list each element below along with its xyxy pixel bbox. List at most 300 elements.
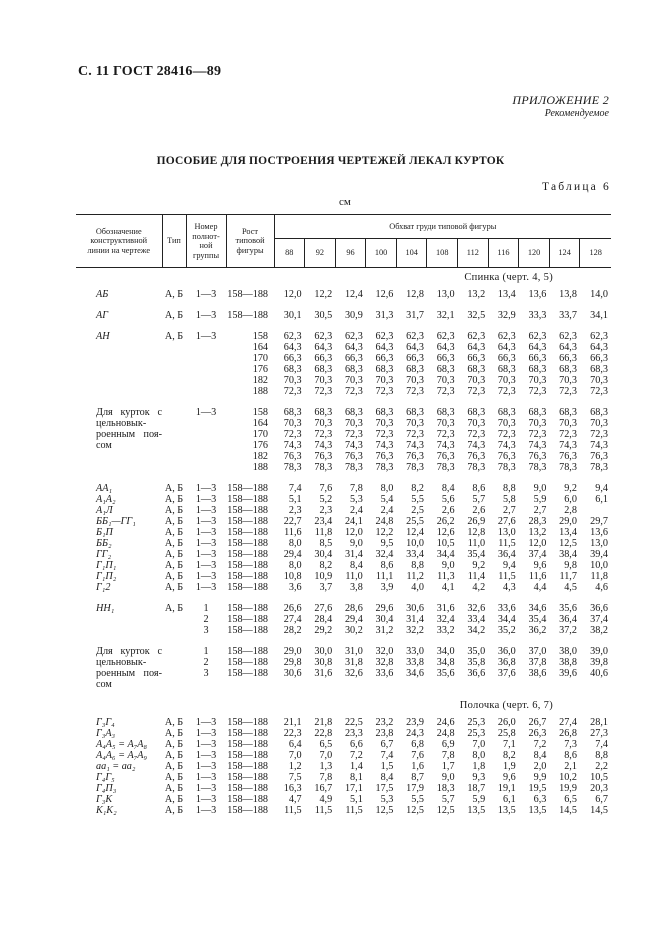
value-cell: [366, 483, 397, 494]
value-cell: [488, 407, 519, 473]
value: 32,5: [467, 310, 486, 321]
value: 11,0: [467, 538, 486, 549]
value: 25,8: [497, 728, 516, 739]
value-cell: [366, 794, 397, 805]
table-row: [76, 805, 611, 816]
value: 8,0: [380, 483, 394, 494]
value: 24,3: [406, 728, 424, 739]
value: 72,3: [314, 386, 333, 397]
value-cell: [488, 538, 519, 549]
value: 62,3: [497, 331, 516, 342]
value-cell: [580, 505, 611, 516]
value-cell: [488, 603, 519, 636]
value: 8,4: [441, 483, 455, 494]
value-cell: [549, 750, 580, 761]
value-cell: [396, 750, 427, 761]
value: 2,6: [472, 505, 486, 516]
value: 16,3: [283, 783, 302, 794]
value: 66,3: [559, 353, 577, 364]
value: 24,6: [436, 717, 455, 728]
value: 72,3: [283, 429, 302, 440]
value-cell: [366, 527, 397, 538]
value-cell: [396, 331, 427, 397]
value-cell: [305, 717, 336, 728]
value: 1,7: [441, 761, 455, 772]
value-cell: [396, 483, 427, 494]
line-label: ГГ₂: [96, 549, 112, 560]
value: 39,4: [590, 549, 608, 560]
value: 32,2: [406, 625, 424, 636]
group-cell: [186, 750, 226, 761]
value-cell: [335, 527, 366, 538]
group-cell: [186, 407, 226, 473]
line-label: Г₃Г₄: [96, 717, 115, 728]
value: 10,9: [314, 571, 333, 582]
value: 20,3: [590, 783, 608, 794]
size-header: 112: [458, 239, 489, 268]
line-label: Г₃А₃: [96, 728, 116, 739]
group-value: 1: [203, 603, 209, 614]
value-cell: [458, 717, 489, 728]
value: 23,3: [344, 728, 363, 739]
value-cell: [274, 603, 305, 636]
value: 78,3: [344, 462, 363, 473]
value-cell: [305, 527, 336, 538]
height-value: 158—188: [227, 794, 268, 805]
value: 64,3: [467, 342, 486, 353]
line-label: ББ₁—ГГ₁: [96, 516, 136, 527]
value: 76,3: [467, 451, 486, 462]
group-value: 1—3: [195, 582, 217, 593]
appendix-block: [512, 93, 609, 121]
value: 12,6: [436, 527, 455, 538]
value: 74,3: [590, 440, 608, 451]
value-cell: [458, 750, 489, 761]
value: 72,3: [528, 386, 547, 397]
group-value: 2: [203, 614, 209, 625]
value-cell: [549, 739, 580, 750]
height-cell: [226, 646, 274, 690]
value: 64,3: [436, 342, 455, 353]
value: 37,8: [528, 657, 547, 668]
value: 37,4: [590, 614, 608, 625]
height-value: 182: [252, 375, 268, 386]
value: 2,4: [350, 505, 363, 516]
value-cell: [274, 750, 305, 761]
value: 74,3: [314, 440, 333, 451]
table-row: [76, 560, 611, 571]
value-cell: [305, 582, 336, 593]
value: 26,6: [283, 603, 302, 614]
value-cell: [366, 739, 397, 750]
value: 62,3: [283, 331, 302, 342]
value: 27,4: [559, 717, 577, 728]
value-cell: [458, 538, 489, 549]
value-cell: [335, 772, 366, 783]
type-cell: А, Б: [164, 549, 184, 560]
value-cell: [335, 728, 366, 739]
value-cell: [549, 783, 580, 794]
group-cell: [186, 794, 226, 805]
value-cell: [519, 582, 550, 593]
value: 6,3: [533, 794, 547, 805]
value: 8,4: [533, 750, 547, 761]
value-cell: [335, 646, 366, 690]
value: 66,3: [528, 353, 547, 364]
value-cell: [305, 794, 336, 805]
value: 62,3: [436, 331, 455, 342]
value: 36,2: [528, 625, 547, 636]
group-cell: [186, 783, 226, 794]
value: 72,3: [528, 429, 547, 440]
value: 6,9: [441, 739, 455, 750]
value-cell: [396, 739, 427, 750]
table-label: Таблица 6: [542, 181, 611, 193]
table-row: [76, 772, 611, 783]
value-cell: [519, 494, 550, 505]
value: 9,4: [503, 560, 516, 571]
group-cell: [186, 538, 226, 549]
value-cell: [366, 494, 397, 505]
value: 2,3: [288, 505, 302, 516]
value: 72,3: [436, 386, 455, 397]
value-cell: [519, 483, 550, 494]
group-value: 1—3: [195, 494, 217, 505]
height-value: 164: [252, 418, 268, 429]
value-cell: [427, 646, 458, 690]
value: 30,8: [314, 657, 333, 668]
value: 72,3: [344, 429, 363, 440]
value: 8,2: [503, 750, 516, 761]
group-cell: [186, 805, 226, 816]
value: 64,3: [375, 342, 394, 353]
value-cell: [580, 582, 611, 593]
value: 62,3: [406, 331, 424, 342]
group-value: 1—3: [195, 310, 217, 321]
type-cell: А, Б: [164, 505, 184, 516]
value-cell: [305, 571, 336, 582]
value-cell: [580, 538, 611, 549]
value: 70,3: [590, 375, 608, 386]
value-cell: [488, 505, 519, 516]
value-cell: [580, 728, 611, 739]
type-cell: А, Б: [164, 761, 184, 772]
document-title: ПОСОБИЕ ДЛЯ ПОСТРОЕНИЯ ЧЕРТЕЖЕЙ ЛЕКАЛ КУРТОК: [156, 155, 505, 167]
table-row: [76, 739, 611, 750]
value-cell: [274, 560, 305, 571]
value: 66,3: [497, 353, 516, 364]
height-value: 158—188: [227, 603, 268, 614]
value: 2,8: [564, 505, 577, 516]
value-cell: [366, 289, 397, 300]
value: 2,6: [441, 505, 455, 516]
value: 32,0: [375, 646, 394, 657]
value-cell: [488, 516, 519, 527]
height-cell: [226, 407, 274, 473]
height-cell: [226, 538, 274, 549]
value: 28,2: [283, 625, 302, 636]
line-label: аа₁ = аа₂: [96, 761, 136, 772]
value-cell: [580, 772, 611, 783]
value-cell: [305, 761, 336, 772]
value: 72,3: [497, 386, 516, 397]
value-cell: [580, 794, 611, 805]
value: 9,0: [441, 772, 455, 783]
type-cell: А, Б: [164, 571, 184, 582]
value-cell: [366, 582, 397, 593]
height-value: 158—188: [227, 761, 268, 772]
value: 4,7: [288, 794, 302, 805]
value: 78,3: [436, 462, 455, 473]
value: 2,3: [319, 505, 333, 516]
height-cell: [226, 603, 274, 636]
appendix-title: ПРИЛОЖЕНИЕ 2: [512, 93, 609, 107]
value: 8,5: [319, 538, 333, 549]
value-cell: [488, 739, 519, 750]
value: 11,5: [345, 805, 363, 816]
value-cell: [580, 289, 611, 300]
value-cell: [519, 783, 550, 794]
height-value: 158—188: [227, 516, 268, 527]
type-cell: А, Б: [164, 516, 184, 527]
value: 70,3: [406, 375, 424, 386]
value: 37,6: [497, 668, 516, 679]
value: 30,2: [344, 625, 363, 636]
value-cell: [274, 728, 305, 739]
value: 38,4: [559, 549, 577, 560]
value: 64,3: [406, 342, 424, 353]
value: 6,7: [595, 794, 608, 805]
value: 33,8: [406, 657, 424, 668]
value: 5,4: [380, 494, 394, 505]
value: 13,2: [467, 289, 486, 300]
value: 33,2: [436, 625, 455, 636]
value-cell: [427, 505, 458, 516]
value-cell: [366, 549, 397, 560]
value: 40,6: [590, 668, 608, 679]
value: 76,3: [559, 451, 577, 462]
group-value: 1—3: [195, 728, 217, 739]
value: 27,6: [497, 516, 516, 527]
value-cell: [580, 516, 611, 527]
value: 62,3: [528, 331, 547, 342]
value-cell: [274, 783, 305, 794]
value-cell: [519, 538, 550, 549]
value: 4,4: [533, 582, 547, 593]
value-cell: [274, 739, 305, 750]
size-header: 124: [549, 239, 580, 268]
height-value: 158—188: [227, 668, 268, 679]
value: 4,3: [503, 582, 516, 593]
value: 70,3: [344, 418, 363, 429]
value-cell: [366, 603, 397, 636]
value: 76,3: [497, 451, 516, 462]
group-cell: [186, 483, 226, 494]
table-row: [76, 516, 611, 527]
size-header: 120: [519, 239, 550, 268]
value: 5,1: [288, 494, 302, 505]
value: 72,3: [559, 429, 577, 440]
value: 13,0: [590, 538, 608, 549]
value-cell: [488, 289, 519, 300]
value: 4,1: [441, 582, 455, 593]
line-label: К₁К₂: [96, 805, 117, 816]
table-row: [76, 407, 611, 473]
value: 8,0: [472, 750, 486, 761]
value: 1,6: [411, 761, 424, 772]
value-cell: [396, 538, 427, 549]
value: 35,4: [528, 614, 547, 625]
value: 68,3: [436, 407, 455, 418]
value: 28,6: [344, 603, 363, 614]
table-row: [76, 646, 611, 690]
value-cell: [549, 516, 580, 527]
height-value: 164: [252, 342, 268, 353]
value: 12,2: [314, 289, 333, 300]
value-cell: [519, 527, 550, 538]
value: 26,3: [528, 728, 547, 739]
value: 8,4: [350, 560, 363, 571]
height-value: 158—188: [227, 505, 268, 516]
group-value: 1—3: [195, 750, 217, 761]
line-label: АН: [96, 331, 110, 342]
value-cell: [549, 805, 580, 816]
value-cell: [519, 505, 550, 516]
value: 74,3: [436, 440, 455, 451]
value: 14,5: [559, 805, 577, 816]
value-cell: [396, 761, 427, 772]
group-value: 1—3: [195, 805, 217, 816]
value: 3,8: [350, 582, 363, 593]
value-cell: [305, 750, 336, 761]
height-cell: [226, 739, 274, 750]
height-cell: [226, 772, 274, 783]
value: 5,9: [472, 794, 486, 805]
value: 68,3: [559, 364, 577, 375]
value: 72,3: [406, 429, 424, 440]
value: 12,5: [406, 805, 424, 816]
value: 12,2: [375, 527, 394, 538]
type-cell: А, Б: [164, 794, 184, 805]
value-cell: [396, 717, 427, 728]
line-label: А₄А₆ = А₇А₉: [96, 750, 148, 761]
value-cell: [335, 582, 366, 593]
value: 7,2: [350, 750, 363, 761]
height-cell: [226, 516, 274, 527]
page-header: С. 11 ГОСТ 28416—89: [78, 64, 222, 79]
value-cell: [458, 407, 489, 473]
value-cell: [549, 549, 580, 560]
value: 11,8: [314, 527, 333, 538]
value: 26,0: [497, 717, 516, 728]
value: 8,8: [595, 750, 608, 761]
value: 8,8: [411, 560, 424, 571]
value-cell: [305, 289, 336, 300]
value: 13,5: [528, 805, 547, 816]
value: 27,4: [283, 614, 302, 625]
value-cell: [427, 310, 458, 321]
value: 22,3: [283, 728, 302, 739]
value-cell: [549, 331, 580, 397]
table-row: [76, 331, 611, 397]
type-cell: А, Б: [164, 289, 184, 300]
value: 13,6: [590, 527, 608, 538]
value-cell: [427, 538, 458, 549]
line-label: Г₄П₃: [96, 783, 117, 794]
value-cell: [427, 717, 458, 728]
group-value: 3: [203, 625, 209, 636]
value: 28,1: [590, 717, 608, 728]
value: 70,3: [497, 418, 516, 429]
value: 1,8: [472, 761, 486, 772]
table-row: [76, 761, 611, 772]
height-value: 158—188: [227, 538, 268, 549]
value: 68,3: [528, 407, 547, 418]
group-value: 1—3: [195, 331, 217, 342]
value: 34,0: [436, 646, 455, 657]
group-cell: [186, 571, 226, 582]
height-value: 158—188: [227, 582, 268, 593]
value-cell: [274, 407, 305, 473]
value-cell: [519, 794, 550, 805]
table-row: [76, 527, 611, 538]
value: 2,5: [411, 505, 424, 516]
group-cell: [186, 310, 226, 321]
value: 36,4: [497, 549, 516, 560]
value: 64,3: [344, 342, 363, 353]
value: 68,3: [436, 364, 455, 375]
line-label: АБ: [96, 289, 109, 300]
value-cell: [488, 310, 519, 321]
value-cell: [305, 494, 336, 505]
value: 31,6: [314, 668, 333, 679]
value: 2,1: [564, 761, 577, 772]
value: 62,3: [344, 331, 363, 342]
value-cell: [396, 289, 427, 300]
value-cell: [519, 739, 550, 750]
value: 70,3: [528, 375, 547, 386]
value: 68,3: [497, 407, 516, 418]
value: 21,1: [283, 717, 302, 728]
group-cell: [186, 331, 226, 397]
value-cell: [274, 717, 305, 728]
height-cell: [226, 505, 274, 516]
value: 11,6: [528, 571, 547, 582]
value-cell: [580, 805, 611, 816]
size-header: 100: [366, 239, 397, 268]
value-cell: [366, 538, 397, 549]
height-cell: [226, 310, 274, 321]
value: 66,3: [467, 353, 486, 364]
type-cell: [162, 407, 186, 473]
value: 5,5: [411, 494, 424, 505]
value: 34,6: [528, 603, 547, 614]
value: 37,4: [528, 549, 547, 560]
value: 37,2: [559, 625, 577, 636]
value-cell: [580, 646, 611, 690]
value-cell: [519, 310, 550, 321]
value-cell: [366, 750, 397, 761]
value-cell: [580, 750, 611, 761]
type-cell: А, Б: [164, 717, 184, 728]
value: 66,3: [590, 353, 608, 364]
group-value: 2: [203, 657, 209, 668]
value: 11,5: [498, 571, 516, 582]
value: 17,1: [344, 783, 363, 794]
value-cell: [458, 603, 489, 636]
value: 28,4: [314, 614, 333, 625]
value-cell: [549, 571, 580, 582]
